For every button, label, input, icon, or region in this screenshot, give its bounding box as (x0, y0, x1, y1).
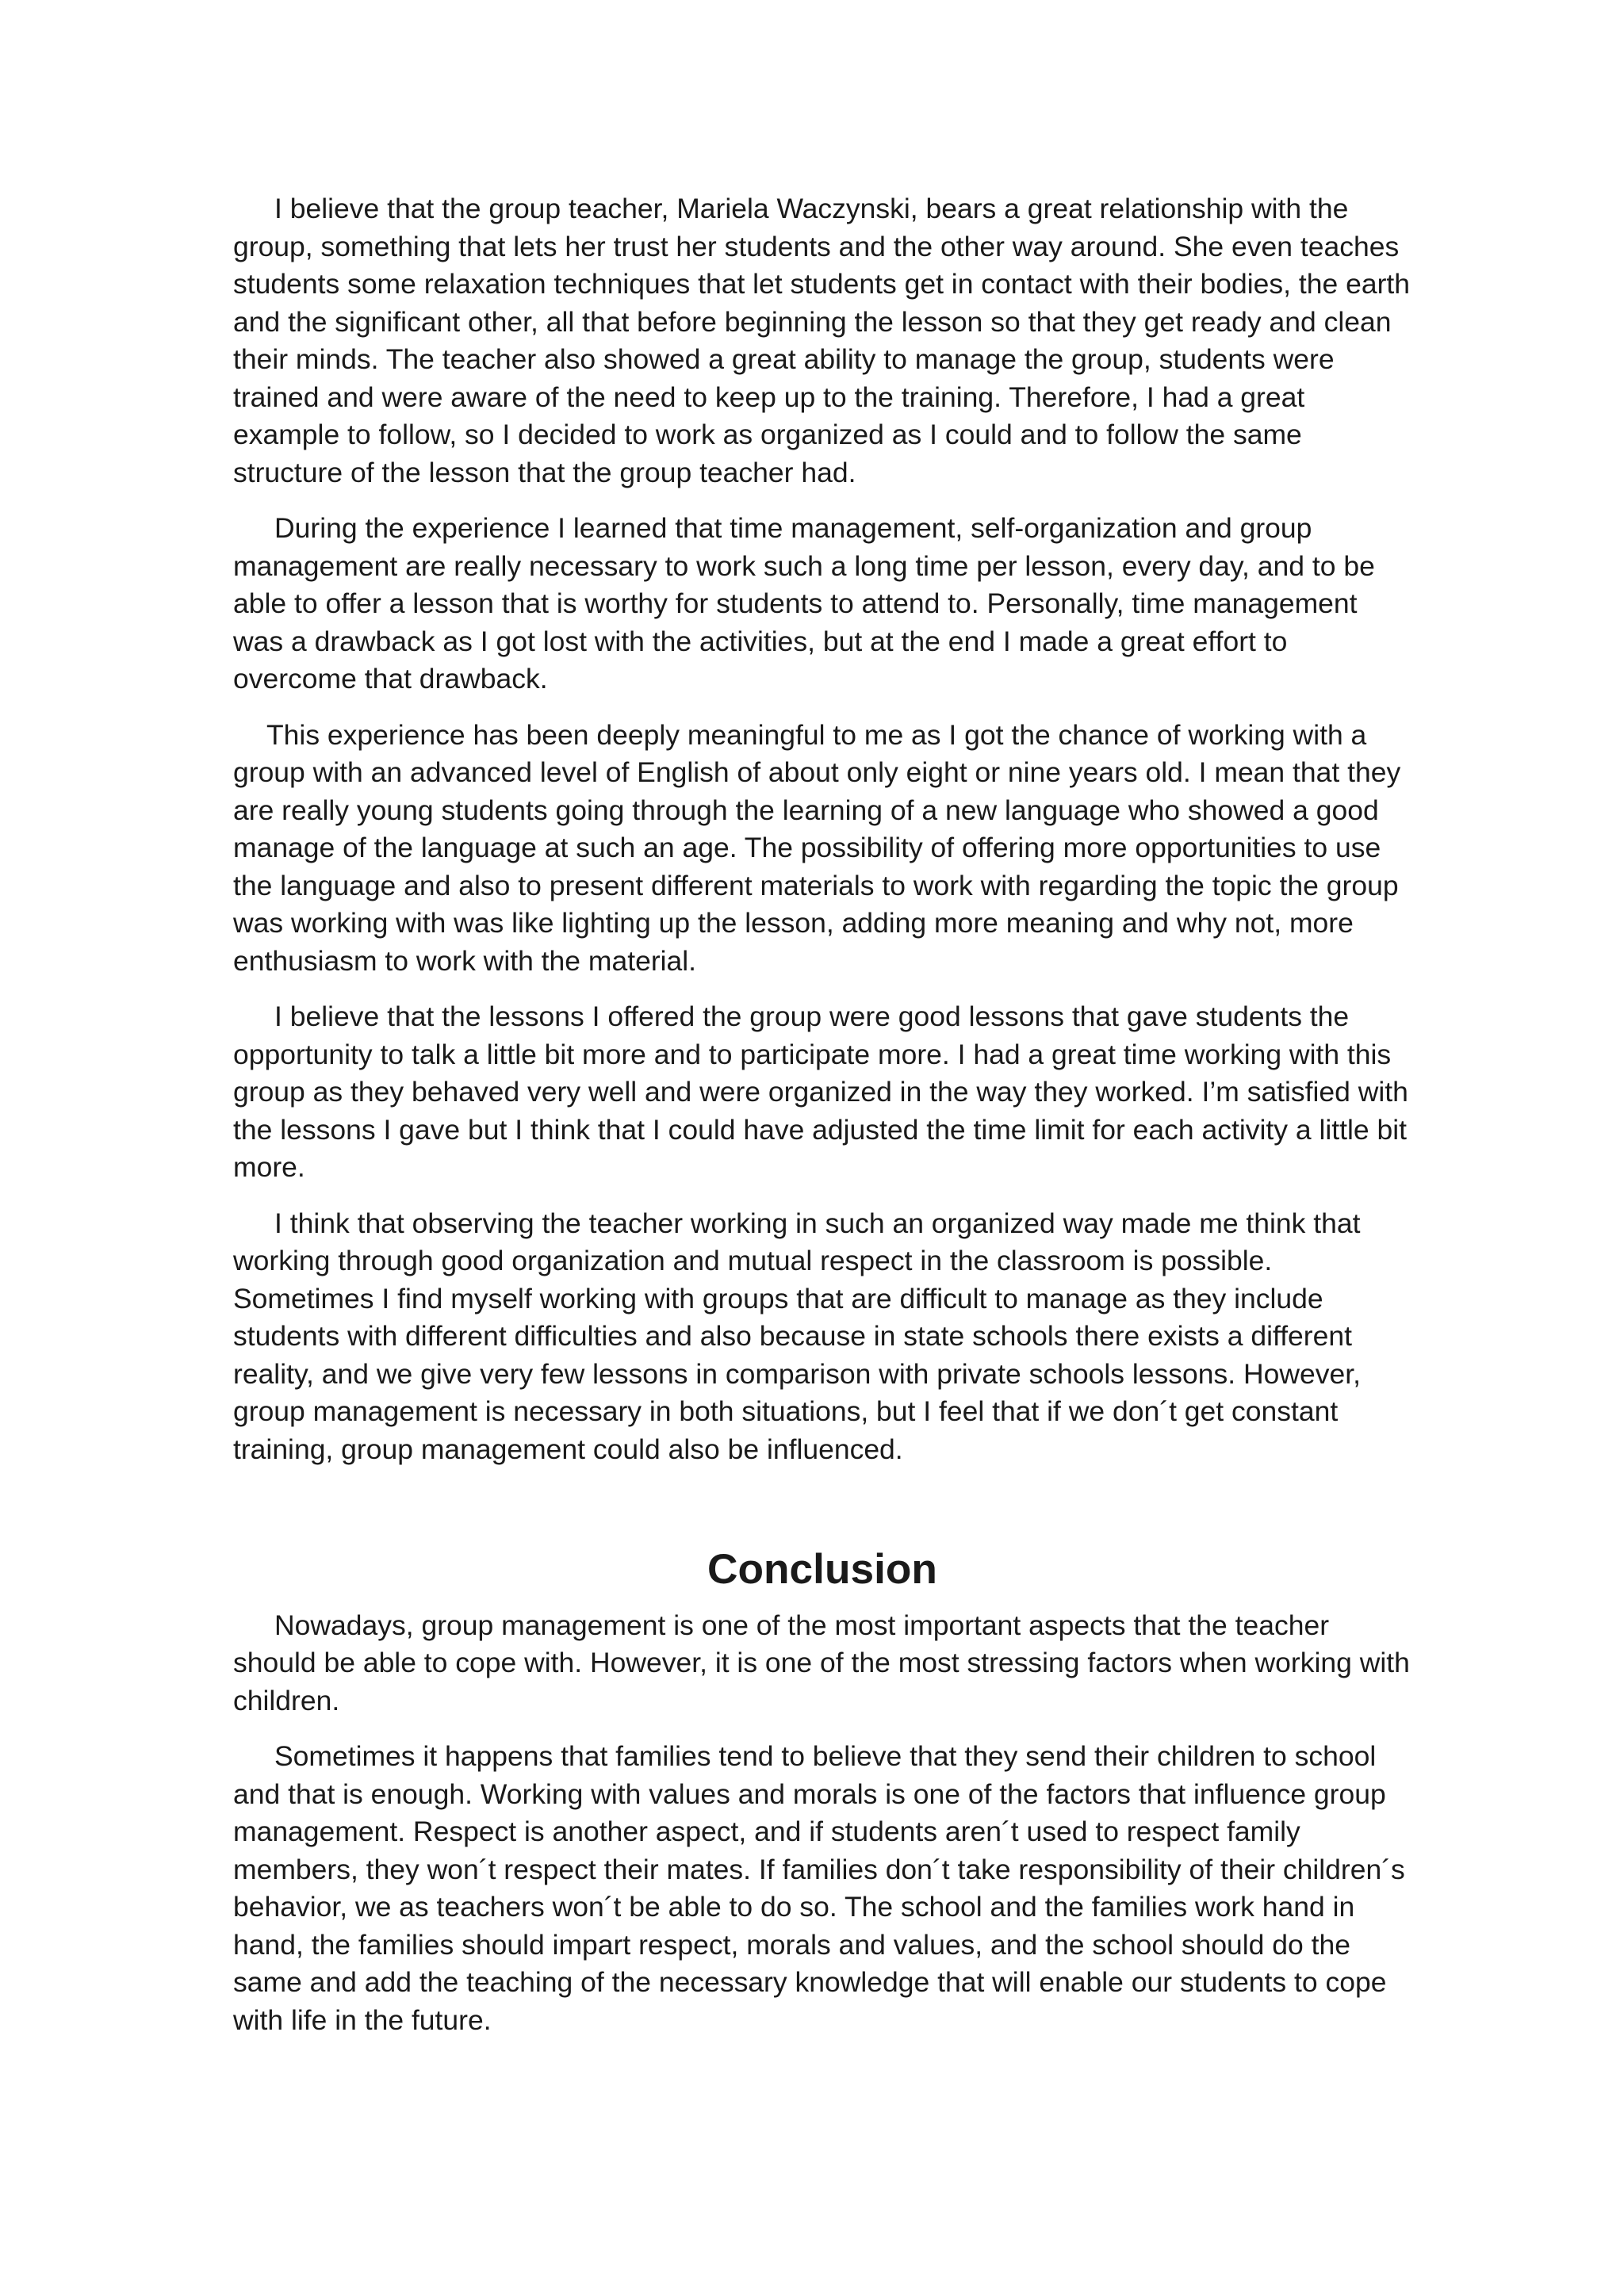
conclusion-heading: Conclusion (707, 1546, 937, 1593)
paragraph-time-management: During the experience I learned that time management, self-organization and group management are really necessary to work such a long time per lesson, every day, and to be able to offer a lesson that is worthy for students to attend to. Personally, time management was a drawback as I got lost with the activities, but at the end I made a great effort to overcome that drawback. (233, 512, 1375, 695)
paragraph-conclusion-families: Sometimes it happens that families tend to believe that they send their children to school and that is enough. Working with values and morals is one of the factors that influence group management. Respect is another aspect, and if students aren´t used to respect family members, they won´t respect their mates. If families don´t take responsibility of their children´s behavior, we as teachers won´t be able to do so. The school and the families work hand in hand, the families should impart respect, morals and values, and the school should do the same and add the teaching of the necessary knowledge that will enable our students to cope with life in the future. (233, 1740, 1405, 2036)
paragraph-conclusion-group-management: Nowadays, group management is one of the most important aspects that the teacher should be able to cope with. However, it is one of the most stressing factors when working with children. (233, 1609, 1410, 1716)
paragraph-teacher-relationship: I believe that the group teacher, Mariela Waczynski, bears a great relationship with the group, something that lets her trust her students and the other way around. She even teaches students some relaxation techniques that let students get in contact with their bodies, the earth and the significant other, all that before beginning the lesson so that they get ready and clean their minds. The teacher also showed a great ability to manage the group, students were trained and were aware of the need to keep up to the training. Therefore, I had a great example to follow, so I decided to work as organized as I could and to follow the same structure of the lesson that the group teacher had. (233, 193, 1410, 488)
paragraph-observing-teacher: I think that observing the teacher working in such an organized way made me think that working through good organization and mutual respect in the classroom is possible. Sometimes I find myself working with groups that are difficult to manage as they include students with different difficulties and also because in state schools there exists a different reality, and we give very few lessons in comparison with private schools lessons. However, group management is necessary in both situations, but I feel that if we don´t get constant training, group management could also be influenced. (233, 1207, 1361, 1465)
document-page (233, 190, 1411, 2057)
paragraph-lessons-offered: I believe that the lessons I offered the group were good lessons that gave students the opportunity to talk a little bit more and to participate more. I had a great time working with this group as they behaved very well and were organized in the way they worked. I’m satisfied with the lessons I gave but I think that I could have adjusted the time limit for each activity a little bit more. (233, 1001, 1408, 1183)
paragraph-meaningful-experience: This experience has been deeply meaningful to me as I got the chance of working with a group with an advanced level of English of about only eight or nine years old. I mean that they are really young students going through the learning of a new language who showed a good manage of the language at such an age. The possibility of offering more opportunities to use the language and also to present different materials to work with regarding the topic the group was working with was like lighting up the lesson, adding more meaning and why not, more enthusiasm to work with the material. (233, 718, 1401, 977)
